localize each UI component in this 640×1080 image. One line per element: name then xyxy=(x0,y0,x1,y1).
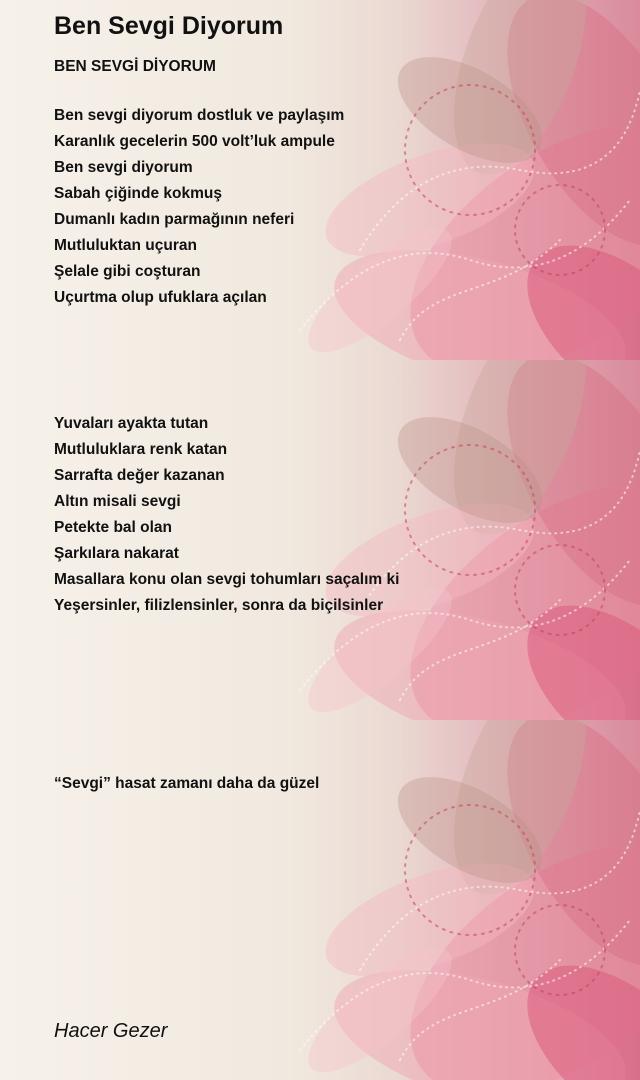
poem-line: Petekte bal olan xyxy=(54,519,173,536)
poem-line: Şelale gibi coşturan xyxy=(54,263,201,280)
poem-line: Karanlık gecelerin 500 volt’luk ampule xyxy=(54,133,335,150)
author-name: Hacer Gezer xyxy=(54,1020,168,1042)
poem-title: Ben Sevgi Diyorum xyxy=(54,12,284,40)
poem-line: Mutluluklara renk katan xyxy=(54,441,228,458)
poem-line: Uçurtma olup ufuklara açılan xyxy=(54,289,267,306)
poem-line: Şarkılara nakarat xyxy=(54,545,179,562)
poem-line: Sabah çiğinde kokmuş xyxy=(54,185,222,202)
poem-subtitle: BEN SEVGİ DİYORUM xyxy=(54,58,216,75)
poem-line: Ben sevgi diyorum dostluk ve paylaşım xyxy=(54,107,345,124)
poem-line: Altın misali sevgi xyxy=(54,493,181,510)
poem-line: Yeşersinler, filizlensinler, sonra da biçilsinler xyxy=(54,597,384,614)
stanza-3 xyxy=(54,771,319,797)
poem-line: “Sevgi” hasat zamanı daha da güzel xyxy=(54,775,320,792)
poem-line: Sarrafta değer kazanan xyxy=(54,467,225,484)
poem-line: Masallara konu olan sevgi tohumları saçalım ki xyxy=(54,571,400,588)
poem-line: Ben sevgi diyorum xyxy=(54,159,193,176)
poem-line: Dumanlı kadın parmağının neferi xyxy=(54,211,295,228)
poem-subtitle-block xyxy=(54,54,216,80)
poem-line: Yuvaları ayakta tutan xyxy=(54,415,209,432)
poem-line: Mutluluktan uçuran xyxy=(54,237,197,254)
stanza-1 xyxy=(54,103,344,311)
stanza-2 xyxy=(54,411,399,619)
